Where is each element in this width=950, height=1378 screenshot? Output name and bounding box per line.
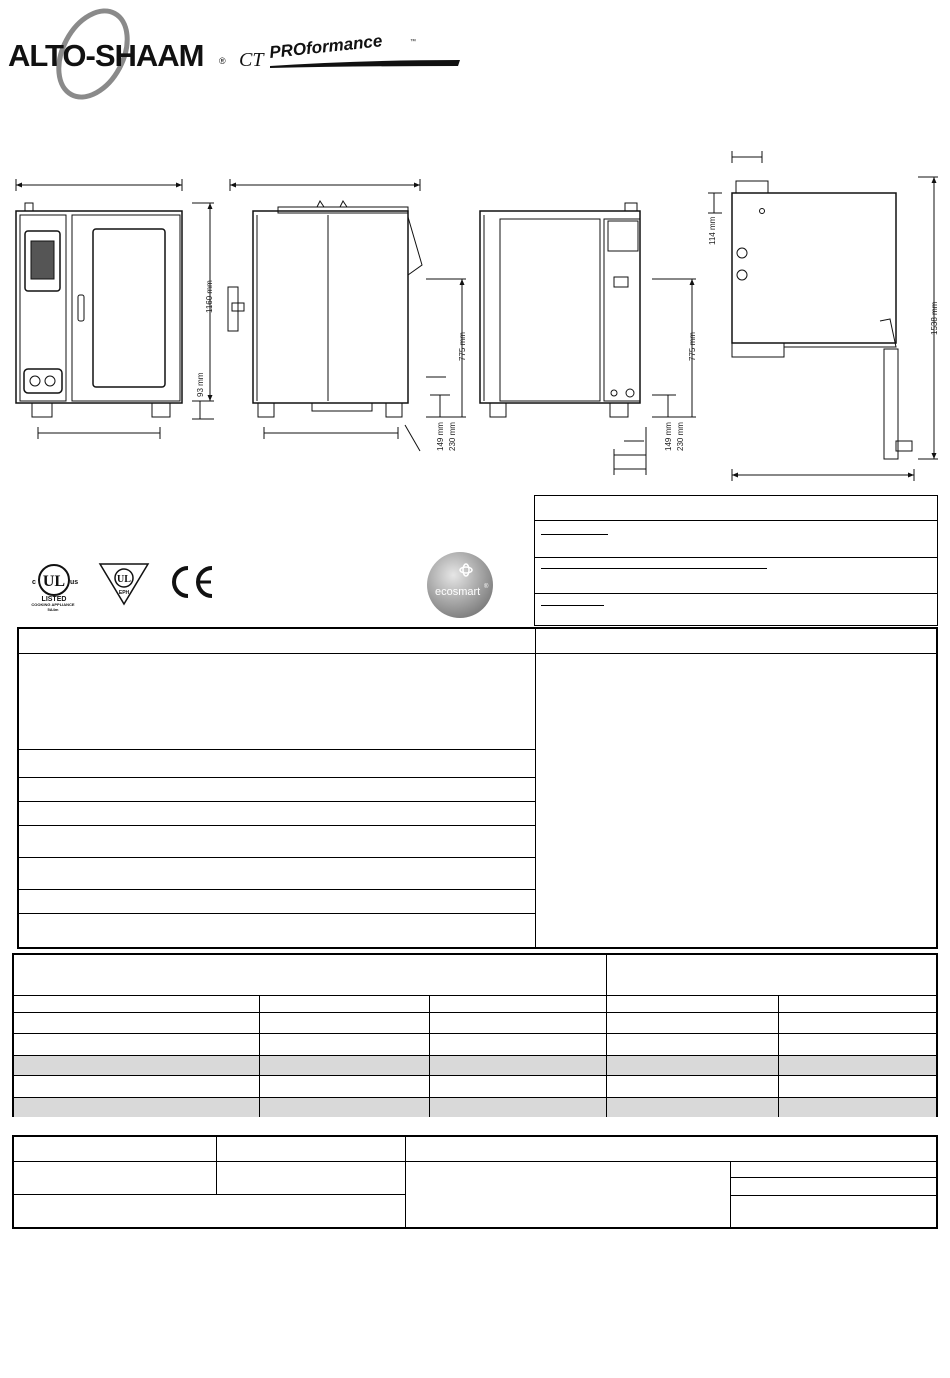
spec-row-divider [19, 857, 535, 858]
ul-listed-text: LISTED [41, 596, 67, 602]
alto-shaam-logo-icon [0, 0, 470, 110]
shaded-row [14, 1055, 936, 1075]
svg-text:us: us [70, 579, 79, 586]
section-view-drawing [708, 151, 938, 481]
svg-text:UL: UL [42, 573, 66, 590]
dim-overall-height: 1538 mm [930, 301, 939, 335]
dim-side-230: 230 mm [448, 422, 457, 451]
options-row-divider [14, 1033, 936, 1034]
spec-row-divider [19, 777, 535, 778]
product-prefix: CT [239, 49, 264, 71]
header-divider [535, 520, 937, 521]
ul-caption: COOKING APPLIANCE [31, 602, 75, 607]
footer-row-divider [730, 1195, 936, 1196]
options-row-divider [14, 1075, 936, 1076]
options-row-divider [14, 995, 936, 996]
dim-top-vent: 114 mm [708, 216, 717, 245]
footer-table [12, 1135, 938, 1229]
options-col-divider [778, 995, 779, 1117]
side-view-drawing [228, 179, 466, 451]
dim-front-leg: 93 mm [196, 372, 205, 397]
eco-brand-text: ecosmart [435, 586, 481, 598]
spec-column-divider [535, 629, 536, 949]
underline-2 [541, 568, 767, 569]
svg-text:UL: UL [117, 574, 131, 585]
spec-row-divider [19, 889, 535, 890]
svg-text:c: c [32, 579, 36, 586]
options-col-divider [259, 995, 260, 1117]
spec-row-divider [19, 913, 535, 914]
footer-row-divider [14, 1161, 936, 1162]
spec-header-divider [19, 653, 936, 654]
footer-row-divider [730, 1177, 936, 1178]
footer-col-divider [216, 1137, 217, 1194]
eco-registered: ® [484, 584, 489, 590]
options-row-divider [14, 1055, 936, 1056]
options-col-divider [606, 955, 607, 1117]
front-view-drawing [16, 179, 214, 439]
oven-dimension-drawings [0, 145, 950, 490]
underline-1 [541, 534, 608, 535]
ce-mark-icon [166, 564, 218, 600]
underline-3 [541, 605, 604, 606]
ecosmart-icon [425, 550, 495, 620]
spec-row-divider [19, 825, 535, 826]
ul-eph-classified-icon [98, 560, 150, 606]
dim-rear-149: 149 mm [664, 422, 673, 451]
specification-table [17, 627, 938, 949]
footer-col-divider [405, 1137, 406, 1229]
header-divider [535, 557, 937, 558]
product-trademark: ™ [410, 39, 416, 45]
ul-code: 5A4m [47, 607, 59, 612]
options-row-divider [14, 1097, 936, 1098]
product-header-box [534, 495, 938, 626]
shaded-row [14, 1097, 936, 1117]
nsf-eph-text: EPH [118, 590, 130, 596]
dim-front-height: 1160 mm [205, 280, 214, 313]
footer-col-divider [730, 1161, 731, 1229]
dim-rear-230: 230 mm [676, 422, 685, 451]
ul-listed-icon [22, 560, 92, 615]
dim-side-drain: 775 mm [458, 332, 467, 361]
spec-row-divider [19, 749, 535, 750]
product-name: PROformance [268, 31, 384, 62]
options-col-divider [429, 995, 430, 1117]
brand-registered: ® [219, 56, 226, 66]
spec-row-divider [19, 801, 535, 802]
dim-side-149: 149 mm [436, 422, 445, 451]
options-table [12, 953, 938, 1117]
brand-name: ALTO-SHAAM [8, 38, 204, 73]
dim-rear-drain: 775 mm [688, 332, 697, 361]
options-row-divider [14, 1012, 936, 1013]
footer-row-divider [14, 1194, 405, 1195]
header-divider [535, 593, 937, 594]
